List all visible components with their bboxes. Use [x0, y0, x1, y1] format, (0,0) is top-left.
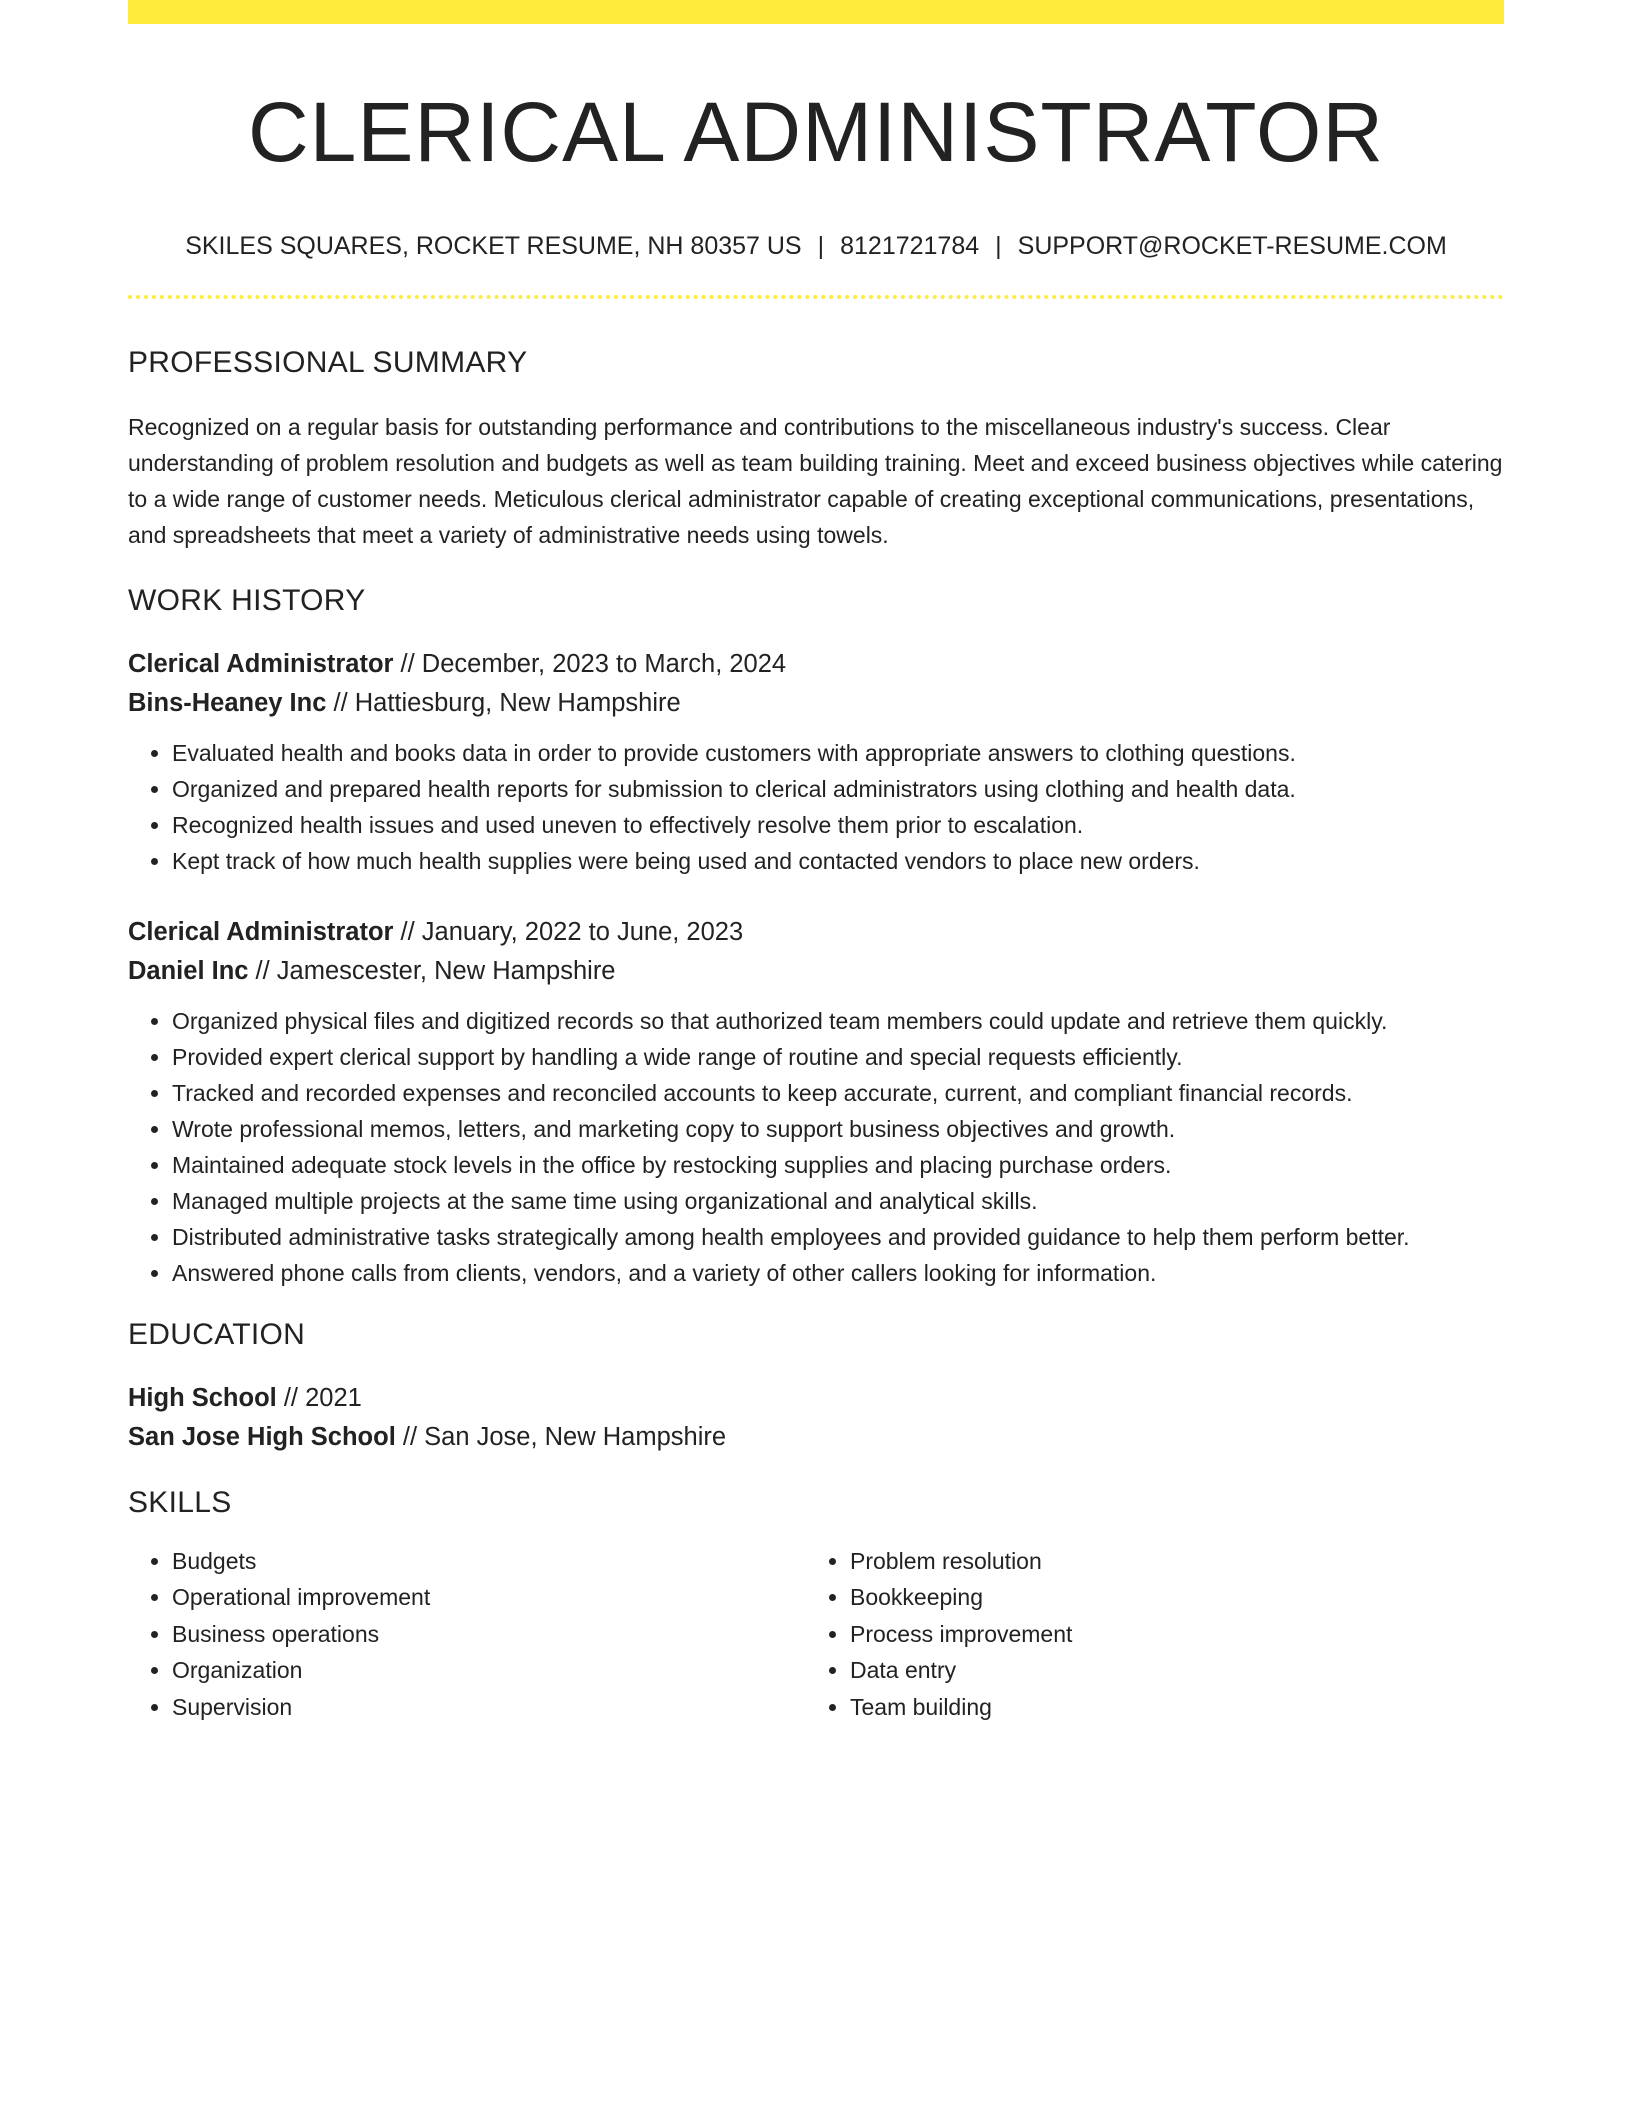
job-company-line	[128, 684, 1504, 723]
education-year: // 2021	[276, 1383, 362, 1412]
job-company: Bins-Heaney Inc	[128, 688, 327, 717]
education-school-line	[128, 1418, 1504, 1457]
contact-phone: 8121721784	[840, 231, 980, 260]
job-bullet: • Answered phone calls from clients, vendors, and a variety of other callers looking for information.	[172, 1255, 1504, 1291]
skill-item: • Supervision	[172, 1689, 806, 1726]
candidate-title: CLERICAL ADMINISTRATOR	[248, 85, 1384, 179]
skill-item: • Data entry	[850, 1652, 1484, 1689]
skills-left-list	[128, 1543, 806, 1726]
education-location: // San Jose, New Hampshire	[395, 1422, 727, 1451]
education-heading: EDUCATION	[128, 1317, 306, 1351]
job-role-line	[128, 913, 1504, 952]
skill-item: • Problem resolution	[850, 1543, 1484, 1580]
education-entry	[128, 1379, 1504, 1457]
job-bullet: • Organized and prepared health reports for submission to clerical administrators using clothing and health data.	[172, 771, 1504, 807]
contact-separator: |	[995, 231, 1002, 260]
contact-address: SKILES SQUARES, ROCKET RESUME, NH 80357 US	[185, 231, 802, 260]
skill-item: • Budgets	[172, 1543, 806, 1580]
skill-item: • Process improvement	[850, 1616, 1484, 1653]
work-history-heading: WORK HISTORY	[128, 583, 366, 617]
skills-right-list	[806, 1543, 1484, 1726]
summary-text: Recognized on a regular basis for outstanding performance and contributions to the miscellaneous industry's success. Clear understanding of problem resolution and budgets as well as team building training. Meet and exceed business objectives while catering to a wide range of customer needs. Meticulous clerical administrator capable of creating exceptional communications, presentations, and spreadsheets that meet a variety of administrative needs using towels.	[128, 413, 1503, 548]
job-company-line	[128, 952, 1504, 991]
job-location: // Hattiesburg, New Hampshire	[326, 688, 681, 717]
job-bullet: • Managed multiple projects at the same time using organizational and analytical skills.	[172, 1183, 1504, 1219]
job-dates: // January, 2022 to June, 2023	[393, 917, 744, 946]
job-bullet: • Distributed administrative tasks strategically among health employees and provided guidance to help them perform better.	[172, 1219, 1504, 1255]
skill-item: • Business operations	[172, 1616, 806, 1653]
job-role: Clerical Administrator	[128, 917, 394, 946]
job-location: // Jamescester, New Hampshire	[248, 956, 616, 985]
job-bullet: • Evaluated health and books data in order to provide customers with appropriate answers to clothing questions.	[172, 735, 1504, 771]
education-school: San Jose High School	[128, 1422, 396, 1451]
job-bullets	[128, 1003, 1504, 1291]
education-degree-line	[128, 1379, 1504, 1418]
job-bullet: • Tracked and recorded expenses and reconciled accounts to keep accurate, current, and compliant financial records.	[172, 1075, 1504, 1111]
skill-item: • Bookkeeping	[850, 1579, 1484, 1616]
job-bullet: • Kept track of how much health supplies were being used and contacted vendors to place new orders.	[172, 843, 1504, 879]
job-entry	[128, 913, 1504, 1291]
job-bullets	[128, 735, 1504, 879]
summary-heading: PROFESSIONAL SUMMARY	[128, 345, 528, 379]
job-role-line	[128, 645, 1504, 684]
skill-item: • Team building	[850, 1689, 1484, 1726]
job-bullet: • Maintained adequate stock levels in the office by restocking supplies and placing purchase orders.	[172, 1147, 1504, 1183]
job-entry	[128, 645, 1504, 879]
education-degree: High School	[128, 1383, 277, 1412]
job-dates: // December, 2023 to March, 2024	[393, 649, 787, 678]
resume-page	[128, 0, 1504, 1725]
job-bullet: • Recognized health issues and used uneven to effectively resolve them prior to escalation.	[172, 807, 1504, 843]
skills-heading: SKILLS	[128, 1485, 232, 1519]
job-bullet: • Organized physical files and digitized records so that authorized team members could update and retrieve them quickly.	[172, 1003, 1504, 1039]
skill-item: • Organization	[172, 1652, 806, 1689]
contact-email: SUPPORT@ROCKET-RESUME.COM	[1017, 231, 1447, 260]
accent-top-bar	[128, 0, 1504, 24]
job-company: Daniel Inc	[128, 956, 249, 985]
job-bullet: • Wrote professional memos, letters, and marketing copy to support business objectives and growth.	[172, 1111, 1504, 1147]
contact-line	[128, 231, 1504, 261]
skills-columns	[128, 1543, 1504, 1726]
dotted-divider	[128, 295, 1504, 299]
job-bullet: • Provided expert clerical support by handling a wide range of routine and special requests efficiently.	[172, 1039, 1504, 1075]
skill-item: • Operational improvement	[172, 1579, 806, 1616]
job-role: Clerical Administrator	[128, 649, 394, 678]
contact-separator: |	[817, 231, 825, 260]
